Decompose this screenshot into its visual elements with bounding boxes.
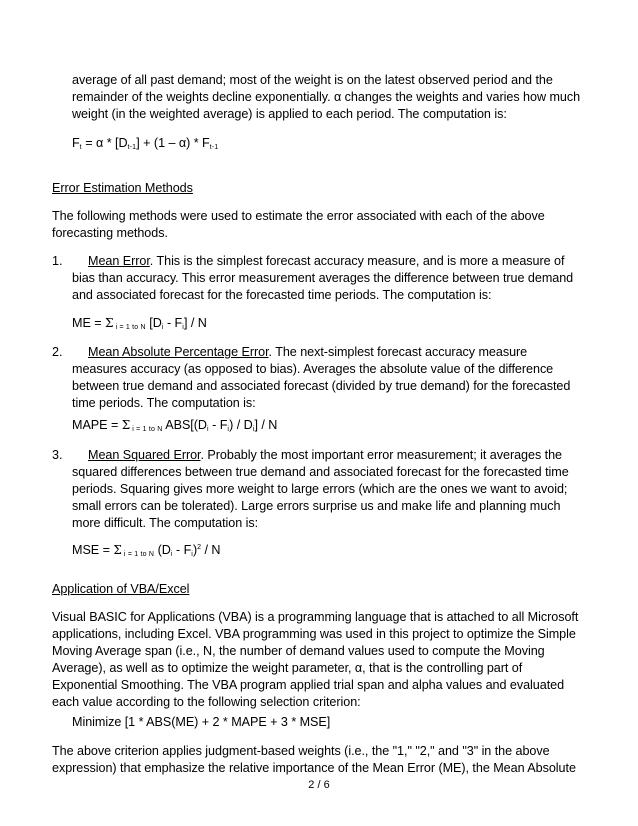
paragraph-line: Exponential Smoothing. The VBA program applied trial span and alpha values and evaluated (52, 678, 565, 692)
term-mean-error: Mean Error (88, 254, 150, 268)
list-number: 2. (52, 345, 63, 359)
list-item-mape: Mean Absolute Percentage Error. The next-simplest forecast accuracy measure (88, 345, 528, 359)
list-item-mean-error: Mean Error. This is the simplest forecast accuracy measure, and is more a measure of (88, 254, 565, 268)
page-number: 2 / 6 (308, 779, 330, 791)
paragraph-line: forecasting methods. (52, 226, 168, 240)
paragraph-line: between true demand and associated forecast (divided by true demand) for the forecasted (72, 379, 571, 393)
selection-criterion-formula: Minimize [1 * ABS(ME) + 2 * MAPE + 3 * MSE] (72, 715, 331, 729)
section-heading-vba: Application of VBA/Excel (52, 582, 190, 596)
list-item-mse: Mean Squared Error. Probably the most important error measurement; it averages the (88, 448, 563, 462)
formula-me: ME = Σ $_{i = 1 to N}$ $[D_i - F_i]$ / N (72, 316, 207, 331)
paragraph-line: squared differences between true demand and associated forecast for the forecasted time (72, 465, 569, 479)
section-heading-error-estimation: Error Estimation Methods (52, 181, 193, 195)
paragraph-line: and associated forecast for the forecasted time periods. The computation is: (72, 288, 492, 302)
paragraph-line: expression) that emphasize the relative importance of the Mean Error (ME), the Mean Absolute (52, 761, 576, 775)
term-mse: Mean Squared Error (88, 448, 201, 462)
list-number: 3. (52, 448, 63, 462)
paragraph-line: The following methods were used to estimate the error associated with each of the above (52, 209, 545, 223)
paragraph-line: The above criterion applies judgment-based weights (i.e., the "1," "2," and "3" in the above (52, 744, 550, 758)
paragraph-line: average of all past demand; most of the weight is on the latest observed period and the (72, 73, 553, 87)
paragraph-line: each value according to the following selection criterion: (52, 695, 361, 709)
formula-exponential-smoothing: $F_t = \alpha * [D_{t-1}] + (1 - \alpha) * F_{t-1}$ (72, 136, 219, 151)
paragraph-line: periods. Squaring gives more weight to large errors (which are the ones we want to avoid; (72, 482, 568, 496)
paragraph-line: weight (in the weighted average) is applied to each period. The computation is: (72, 107, 507, 121)
paragraph-line: bias than accuracy. This error measurement averages the difference between true demand (72, 271, 574, 285)
list-number: 1. (52, 254, 63, 268)
formula-mape: MAPE = Σ $_{i = 1 to N}$ $ABS[(D_i - F_i) / D_i]$ / N (72, 418, 278, 433)
paragraph-line: small errors can be tolerated). Large errors surprise us and make life and planning much (72, 499, 561, 513)
paragraph-line: time periods. The computation is: (72, 396, 256, 410)
paragraph-line: measures accuracy (as opposed to bias). Averages the absolute value of the difference (72, 362, 554, 376)
term-mape: Mean Absolute Percentage Error (88, 345, 269, 359)
paragraph-line: Visual BASIC for Applications (VBA) is a programming language that is attached to all Microsoft (52, 610, 579, 624)
formula-mse: MSE = Σ $_{i = 1 to N}$ $(D_i - F_i)^2$ / N (72, 543, 221, 558)
paragraph-line: Moving Average span (i.e., N, the number of demand values used to compute the Moving (52, 644, 545, 658)
paragraph-line: remainder of the weights decline exponentially. α changes the weights and varies how much (72, 90, 581, 104)
paragraph-line: more difficult. The computation is: (72, 516, 259, 530)
paragraph-line: Average), as well as to optimize the weight parameter, α, that is the controlling part of (52, 661, 523, 675)
paragraph-line: applications, including Excel. VBA programming was used in this project to optimize the Simple (52, 627, 576, 641)
